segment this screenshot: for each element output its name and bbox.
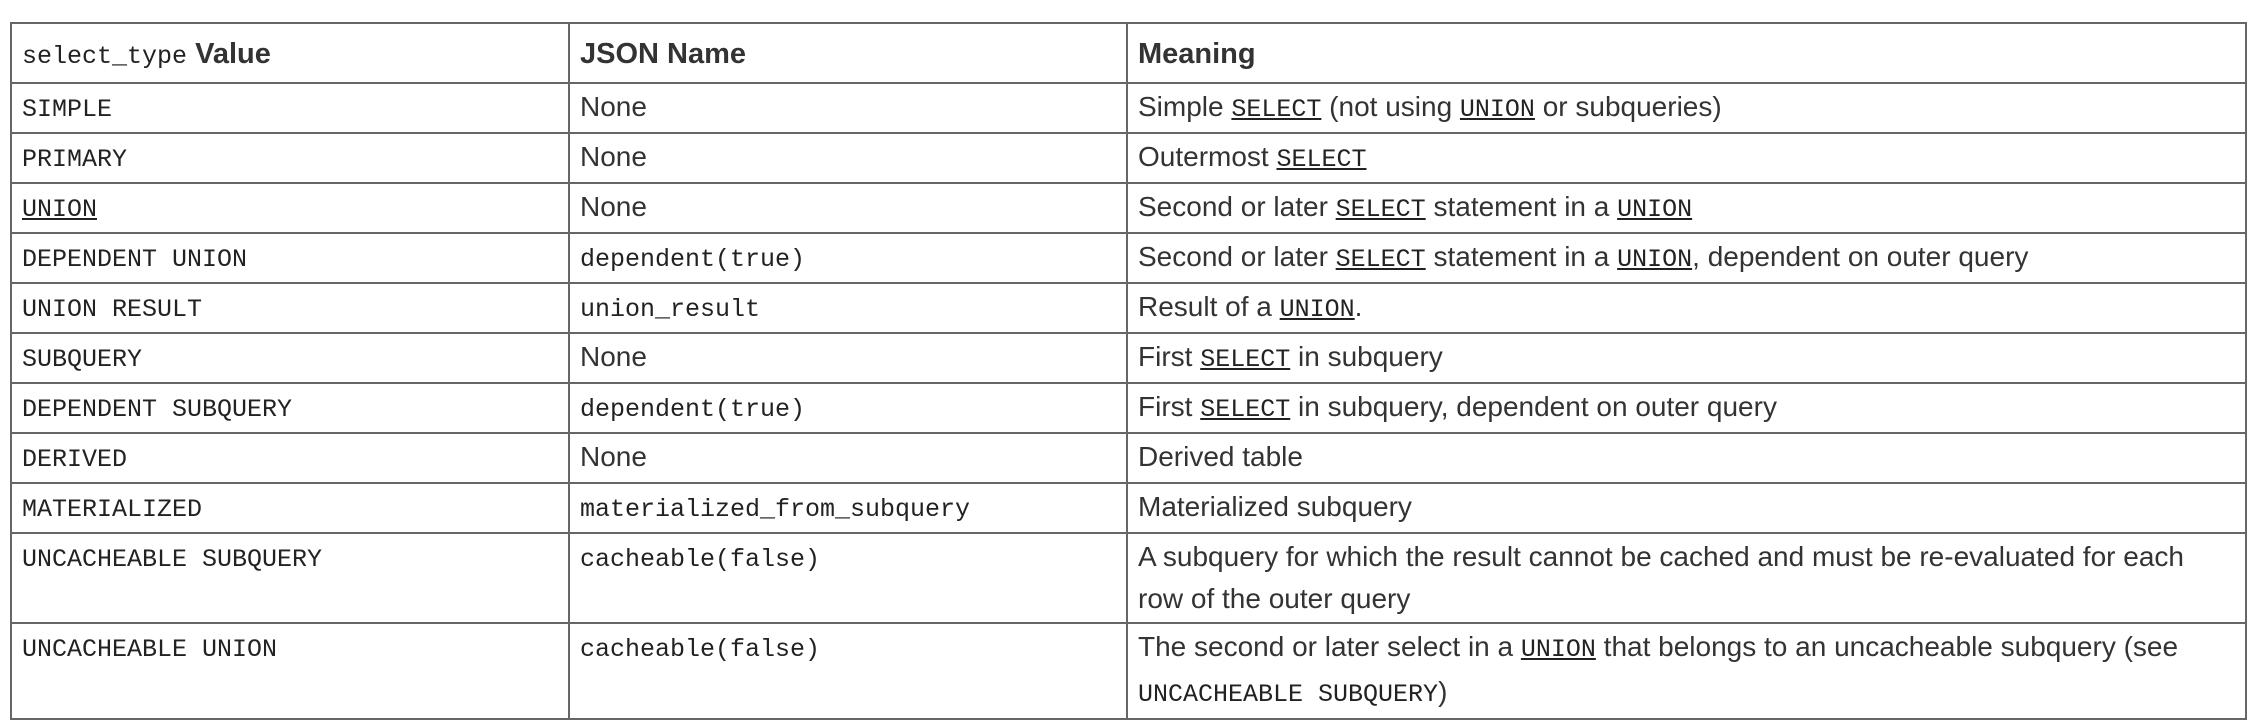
select-type-table (10, 22, 2247, 720)
table-row (11, 83, 2246, 133)
cell-json-name: None (569, 83, 1127, 133)
select-link[interactable]: SELECT (1335, 195, 1426, 224)
cell-meaning (1127, 83, 2246, 133)
select-link[interactable]: SELECT (1200, 345, 1291, 374)
json-code: union_result (580, 295, 761, 324)
header-value-code: select_type (22, 41, 188, 71)
json-code: dependent (580, 395, 716, 424)
meaning-text: statement in a (1425, 191, 1618, 222)
header-value-text: Value (195, 37, 271, 70)
value-code: SUBQUERY (22, 345, 143, 374)
cell-meaning (1127, 333, 2246, 383)
json-code: cacheable (580, 635, 716, 664)
cell-value (11, 333, 569, 383)
json-code: materialized_from_subquery (580, 495, 971, 524)
cell-meaning (1127, 383, 2246, 433)
cell-meaning (1127, 283, 2246, 333)
meaning-text: , dependent on outer query (1692, 241, 2029, 272)
meaning-text: The second or later select in a (1138, 631, 1521, 662)
json-code: cacheable (580, 545, 716, 574)
union-link[interactable]: UNION (1617, 245, 1693, 274)
meaning-text: ) (1438, 676, 1448, 707)
meaning-text: Second or later (1138, 191, 1336, 222)
select-type-table-container (10, 22, 2247, 720)
meaning-text: Simple (1138, 91, 1232, 122)
meaning-text: in subquery (1290, 341, 1443, 372)
meaning-text: in subquery, dependent on outer query (1290, 391, 1777, 422)
meaning-text: Derived table (1138, 441, 1303, 472)
meaning-text: First (1138, 391, 1201, 422)
meaning-text: Result of a (1138, 291, 1280, 322)
cell-json-name (569, 383, 1127, 433)
select-link[interactable]: SELECT (1231, 95, 1322, 124)
union-link[interactable]: UNION (1520, 635, 1596, 664)
meaning-text: Second or later (1138, 241, 1336, 272)
value-code: DERIVED (22, 445, 128, 474)
table-row (11, 383, 2246, 433)
cell-value (11, 183, 569, 233)
cell-value (11, 533, 569, 623)
cell-json-name: None (569, 183, 1127, 233)
table-header-row (11, 23, 2246, 83)
cell-json-name (569, 483, 1127, 533)
cell-meaning (1127, 483, 2246, 533)
cell-value (11, 233, 569, 283)
cell-json-name: None (569, 133, 1127, 183)
cell-value (11, 283, 569, 333)
cell-meaning (1127, 133, 2246, 183)
meaning-text: statement in a (1425, 241, 1618, 272)
json-arg: (true) (715, 395, 806, 424)
json-arg: (true) (715, 245, 806, 274)
union-link[interactable]: UNION (1617, 195, 1693, 224)
table-row (11, 133, 2246, 183)
header-meaning: Meaning (1127, 23, 2246, 83)
meaning-text: Outermost (1138, 141, 1277, 172)
union-link[interactable]: UNION (1459, 95, 1535, 124)
cell-value (11, 83, 569, 133)
value-code: MATERIALIZED (22, 495, 203, 524)
cell-meaning (1127, 233, 2246, 283)
table-row (11, 623, 2246, 719)
table-row (11, 283, 2246, 333)
uncacheable-subquery-code: UNCACHEABLE SUBQUERY (1138, 680, 1439, 709)
header-json-name: JSON Name (569, 23, 1127, 83)
value-code: UNION RESULT (22, 295, 203, 324)
cell-json-name (569, 233, 1127, 283)
table-row (11, 483, 2246, 533)
cell-meaning (1127, 533, 2246, 623)
table-row (11, 533, 2246, 623)
meaning-text: A subquery for which the result cannot be cached and must be re-evaluated for each row of the outer query (1138, 541, 2184, 614)
value-code: PRIMARY (22, 145, 128, 174)
table-row (11, 333, 2246, 383)
value-code: DEPENDENT SUBQUERY (22, 395, 293, 424)
cell-value (11, 383, 569, 433)
value-code: DEPENDENT UNION (22, 245, 248, 274)
cell-json-name (569, 623, 1127, 719)
union-value-link[interactable]: UNION (22, 195, 98, 224)
meaning-text: (not using (1321, 91, 1460, 122)
meaning-text: that belongs to an uncacheable subquery (see (1595, 631, 2179, 662)
table-row (11, 233, 2246, 283)
json-arg: (false) (715, 545, 821, 574)
select-link[interactable]: SELECT (1200, 395, 1291, 424)
select-link[interactable]: SELECT (1335, 245, 1426, 274)
meaning-text: First (1138, 341, 1201, 372)
json-arg: (false) (715, 635, 821, 664)
meaning-text: Materialized subquery (1138, 491, 1412, 522)
cell-json-name (569, 533, 1127, 623)
table-row (11, 183, 2246, 233)
json-code: dependent (580, 245, 716, 274)
cell-json-name: None (569, 333, 1127, 383)
cell-value (11, 623, 569, 719)
select-link[interactable]: SELECT (1276, 145, 1367, 174)
cell-value (11, 133, 569, 183)
cell-meaning (1127, 623, 2246, 719)
cell-value (11, 483, 569, 533)
header-value (11, 23, 569, 83)
meaning-text: or subqueries) (1534, 91, 1722, 122)
table-row (11, 433, 2246, 483)
cell-json-name (569, 283, 1127, 333)
value-code: UNCACHEABLE UNION (22, 635, 278, 664)
cell-meaning (1127, 183, 2246, 233)
cell-json-name: None (569, 433, 1127, 483)
value-code: UNCACHEABLE SUBQUERY (22, 545, 323, 574)
union-link[interactable]: UNION (1279, 295, 1355, 324)
cell-meaning (1127, 433, 2246, 483)
meaning-text: . (1354, 291, 1363, 322)
value-code: SIMPLE (22, 95, 113, 124)
cell-value (11, 433, 569, 483)
